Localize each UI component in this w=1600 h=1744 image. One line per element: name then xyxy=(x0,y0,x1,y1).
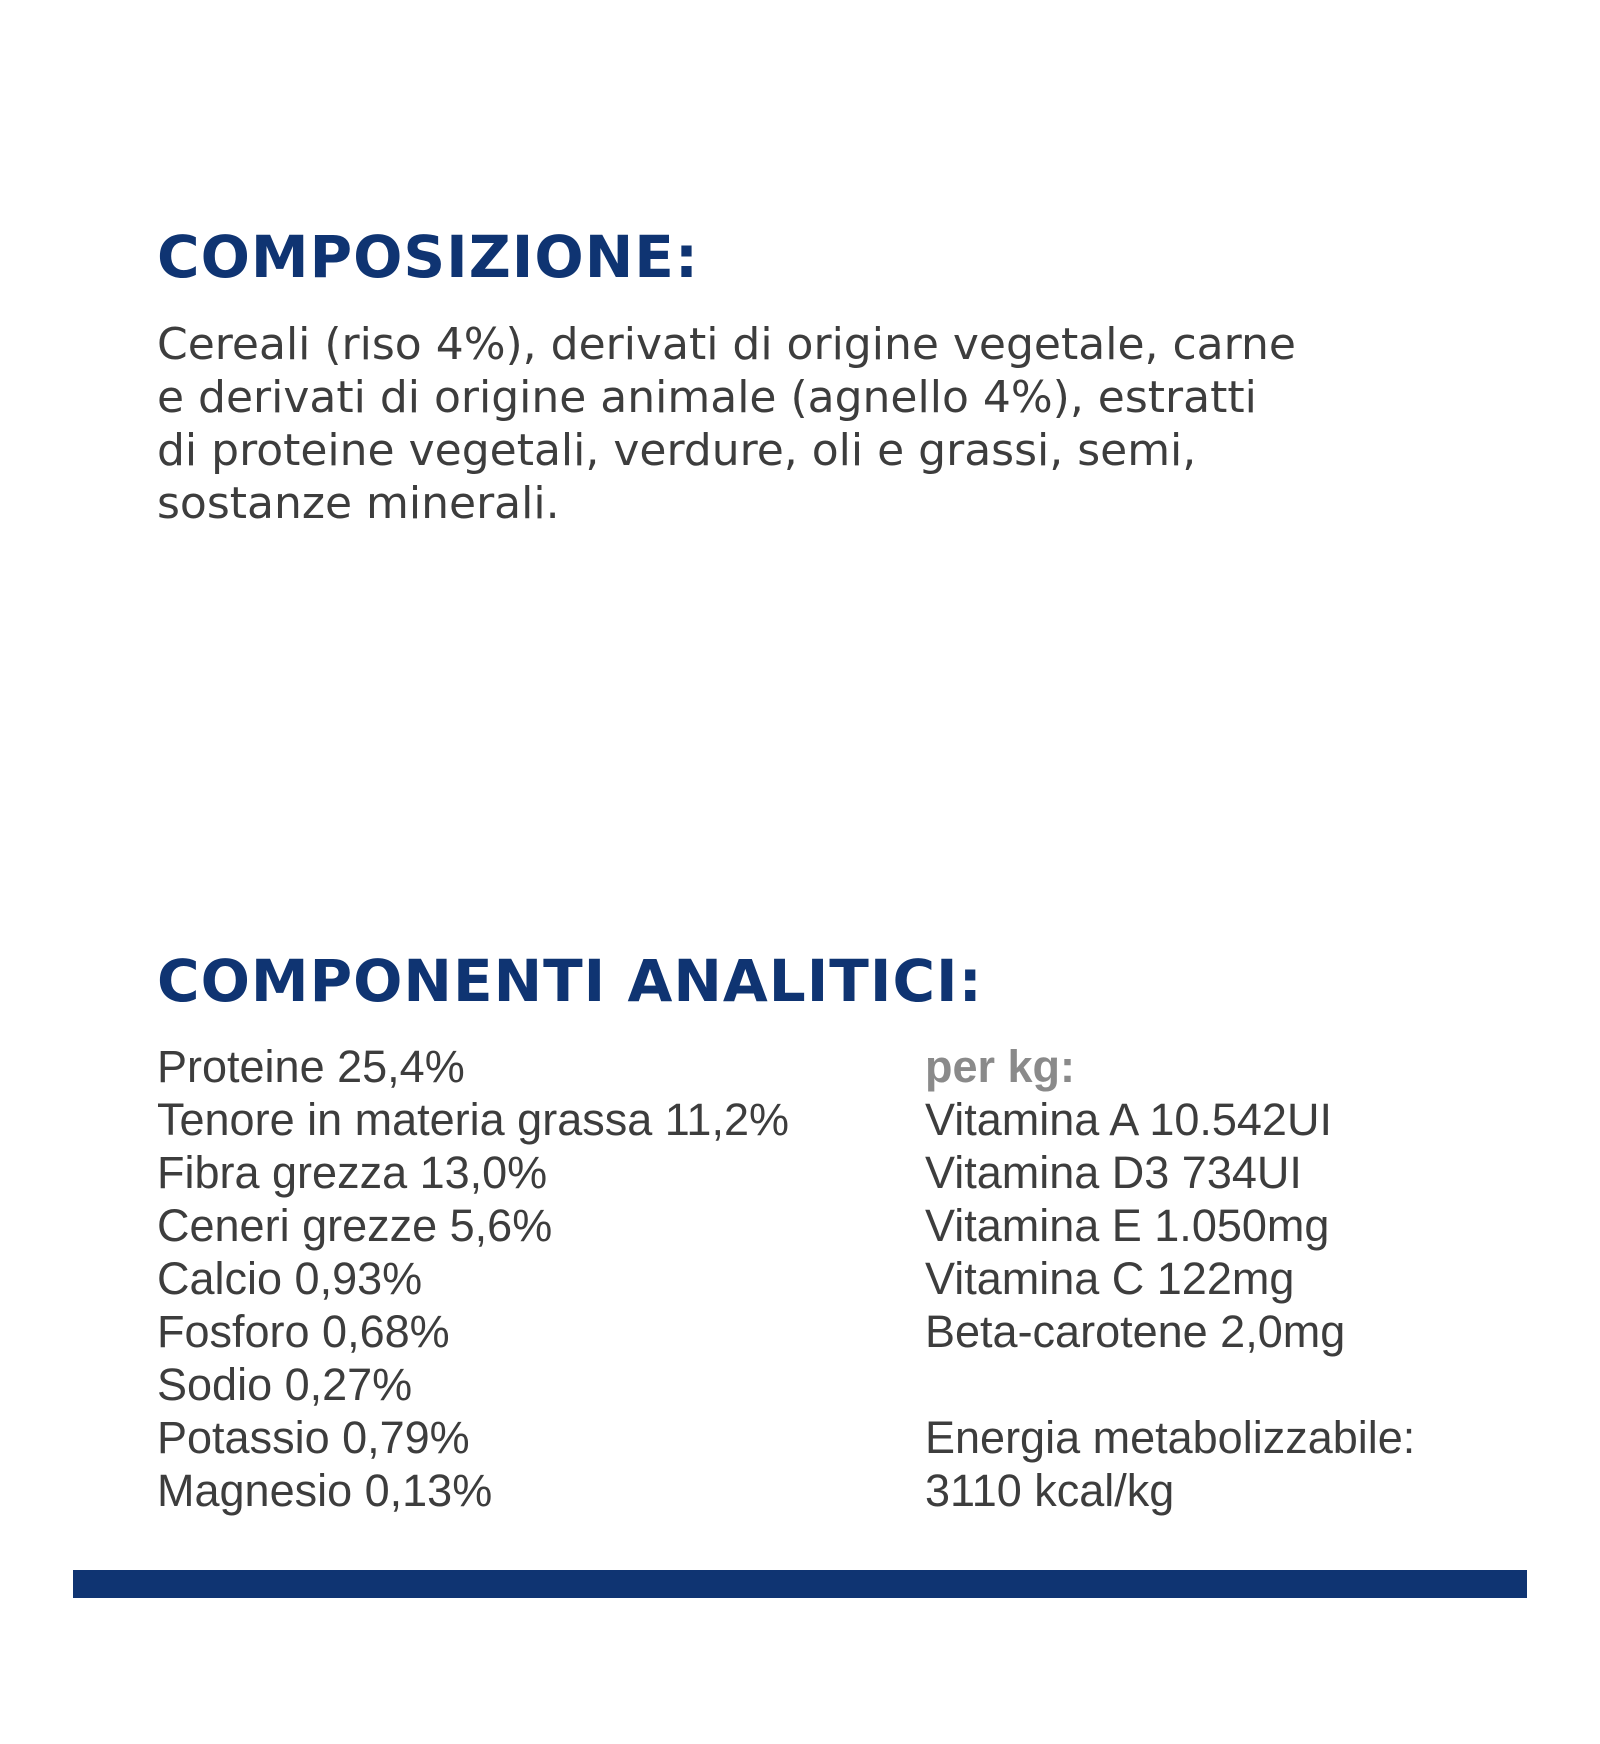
analytical-item: Fibra grezza 13,0% xyxy=(157,1147,548,1198)
analytical-item: Proteine 25,4% xyxy=(157,1041,465,1092)
analytical-list-left xyxy=(157,1040,789,1517)
analytical-item: Magnesio 0,13% xyxy=(157,1465,493,1516)
analytical-item: Sodio 0,27% xyxy=(157,1359,413,1410)
analytical-item: Tenore in materia grassa 11,2% xyxy=(157,1094,789,1145)
vitamin-item: Vitamina D3 734UI xyxy=(925,1147,1302,1198)
per-kg-label: per kg: xyxy=(925,1041,1076,1092)
vitamin-item: Vitamina A 10.542UI xyxy=(925,1094,1332,1145)
energy-label: Energia metabolizzabile: xyxy=(925,1412,1416,1463)
composition-line: e derivati di origine animale (agnello 4%), estratti xyxy=(157,372,1257,423)
composition-text xyxy=(157,318,1467,530)
analytical-list-right xyxy=(925,1040,1415,1517)
vitamin-item: Vitamina C 122mg xyxy=(925,1253,1295,1304)
analytical-item: Fosforo 0,68% xyxy=(157,1306,450,1357)
analytical-item: Calcio 0,93% xyxy=(157,1253,423,1304)
composition-line: di proteine vegetali, verdure, oli e grassi, semi, xyxy=(157,425,1197,476)
vitamin-item: Vitamina E 1.050mg xyxy=(925,1200,1330,1251)
analytical-heading: COMPONENTI ANALITICI: xyxy=(157,947,983,1015)
bottom-divider-bar xyxy=(73,1570,1527,1598)
vitamin-item: Beta-carotene 2,0mg xyxy=(925,1306,1346,1357)
composition-heading: COMPOSIZIONE: xyxy=(157,223,700,291)
composition-line: Cereali (riso 4%), derivati di origine vegetale, carne xyxy=(157,319,1296,370)
analytical-item: Potassio 0,79% xyxy=(157,1412,470,1463)
composition-line: sostanze minerali. xyxy=(157,478,560,529)
spacer xyxy=(925,1358,1415,1411)
analytical-item: Ceneri grezze 5,6% xyxy=(157,1200,553,1251)
energy-value: 3110 kcal/kg xyxy=(925,1465,1175,1516)
